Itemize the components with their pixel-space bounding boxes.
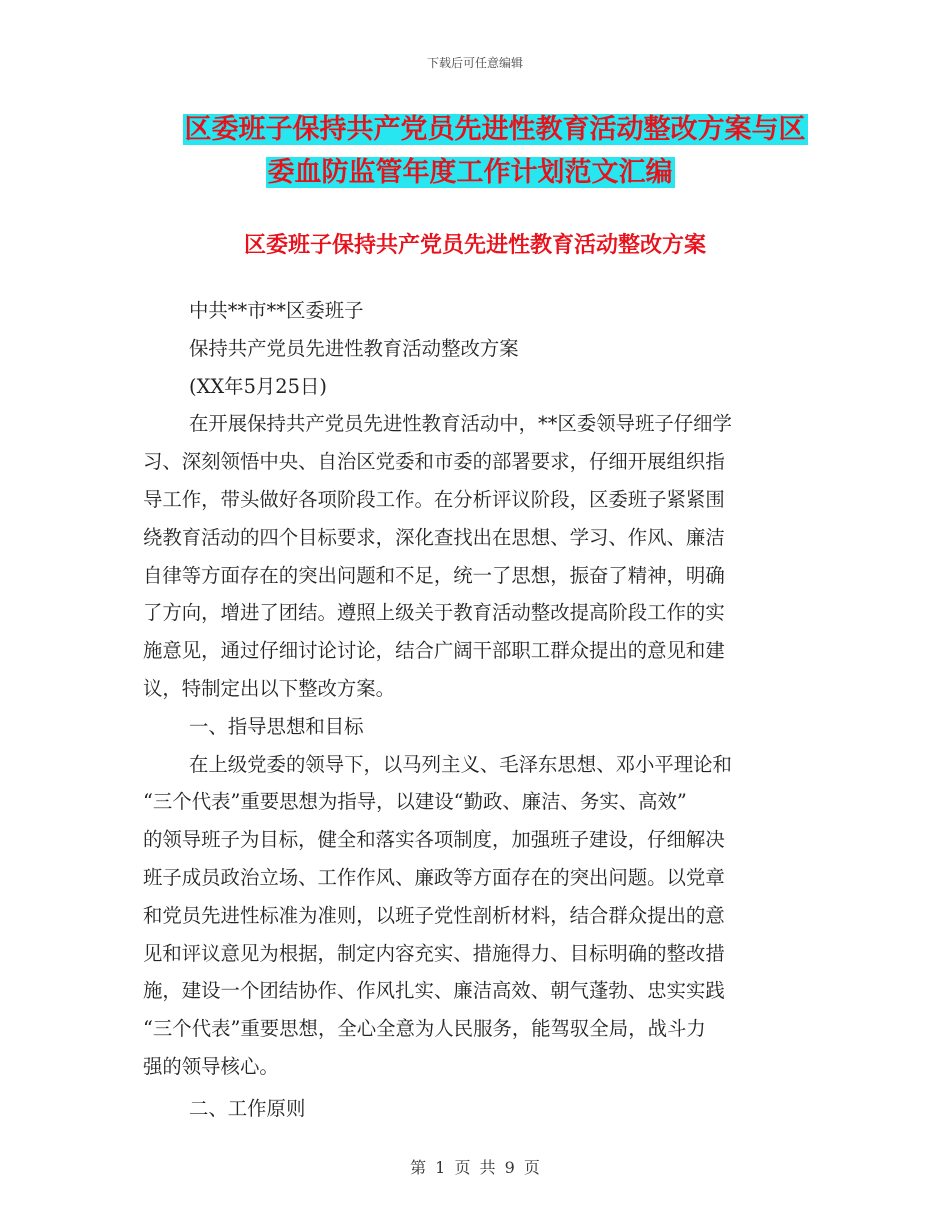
page-footer: 第 1 页 共 9 页 <box>410 1158 540 1177</box>
heading-work-principles: 二、工作原则 <box>189 1096 306 1120</box>
paragraph-line: 绕教育活动的四个目标要求，深化查找出在思想、学习、作风、廉洁 <box>143 525 725 549</box>
document-body <box>143 292 808 1128</box>
section-title: 区委班子保持共产党员先进性教育活动整改方案 <box>243 232 706 258</box>
paragraph-intro <box>143 405 808 707</box>
paragraph-line: 导工作，带头做好各项阶段工作。在分析评议阶段，区委班子紧紧围 <box>143 487 725 511</box>
document-title-line-1: 区委班子保持共产党员先进性教育活动整改方案与区 <box>184 114 806 145</box>
paragraph-line: 习、深刻领悟中央、自治区党委和市委的部署要求，仔细开展组织指 <box>143 450 725 474</box>
paragraph-line: 在上级党委的领导下，以马列主义、毛泽东思想、邓小平理论和 <box>189 752 732 776</box>
paragraph-line: 在开展保持共产党员先进性教育活动中，**区委领导班子仔细学 <box>189 412 732 436</box>
paragraph-line: 见和评议意见为根据，制定内容充实、措施得力、目标明确的整改措 <box>143 941 725 965</box>
document-title-line-2: 委血防监管年度工作计划范文汇编 <box>267 157 673 188</box>
paragraph-line: 议，特制定出以下整改方案。 <box>143 676 396 700</box>
paragraph-line: 和党员先进性标准为准则，以班子党性剖析材料，结合群众提出的意 <box>143 903 725 927</box>
heading-guiding-ideology: 一、指导思想和目标 <box>189 714 364 738</box>
meta-date: (XX年5月25日) <box>189 374 327 398</box>
paragraph-line: 班子成员政治立场、工作作风、廉政等方面存在的突出问题。以党章 <box>143 865 725 889</box>
meta-org: 中共**市**区委班子 <box>189 299 364 322</box>
paragraph-line: 自律等方面存在的突出问题和不足，统一了思想，振奋了精神，明确 <box>143 563 725 587</box>
paragraph-line: 施，建设一个团结协作、作风扎实、廉洁高效、朝气蓬勃、忠实实践 <box>143 979 725 1003</box>
header-note: 下载后可任意编辑 <box>426 56 523 70</box>
paragraph-line: “三个代表”重要思想为指导，以建设“勤政、廉洁、务实、高效” <box>143 790 687 814</box>
paragraph-line: 施意见，通过仔细讨论讨论，结合广阔干部职工群众提出的意见和建 <box>143 639 725 663</box>
paragraph-guiding-ideology <box>143 746 808 1086</box>
meta-doc-name: 保持共产党员先进性教育活动整改方案 <box>189 336 519 360</box>
paragraph-line: “三个代表”重要思想，全心全意为人民服务，能驾驭全局，战斗力 <box>143 1017 706 1041</box>
paragraph-line: 强的领导核心。 <box>143 1054 279 1078</box>
paragraph-line: 的领导班子为目标，健全和落实各项制度，加强班子建设，仔细解决 <box>143 828 725 852</box>
paragraph-line: 了方向，增进了团结。遵照上级关于教育活动整改提高阶段工作的实 <box>143 601 725 625</box>
